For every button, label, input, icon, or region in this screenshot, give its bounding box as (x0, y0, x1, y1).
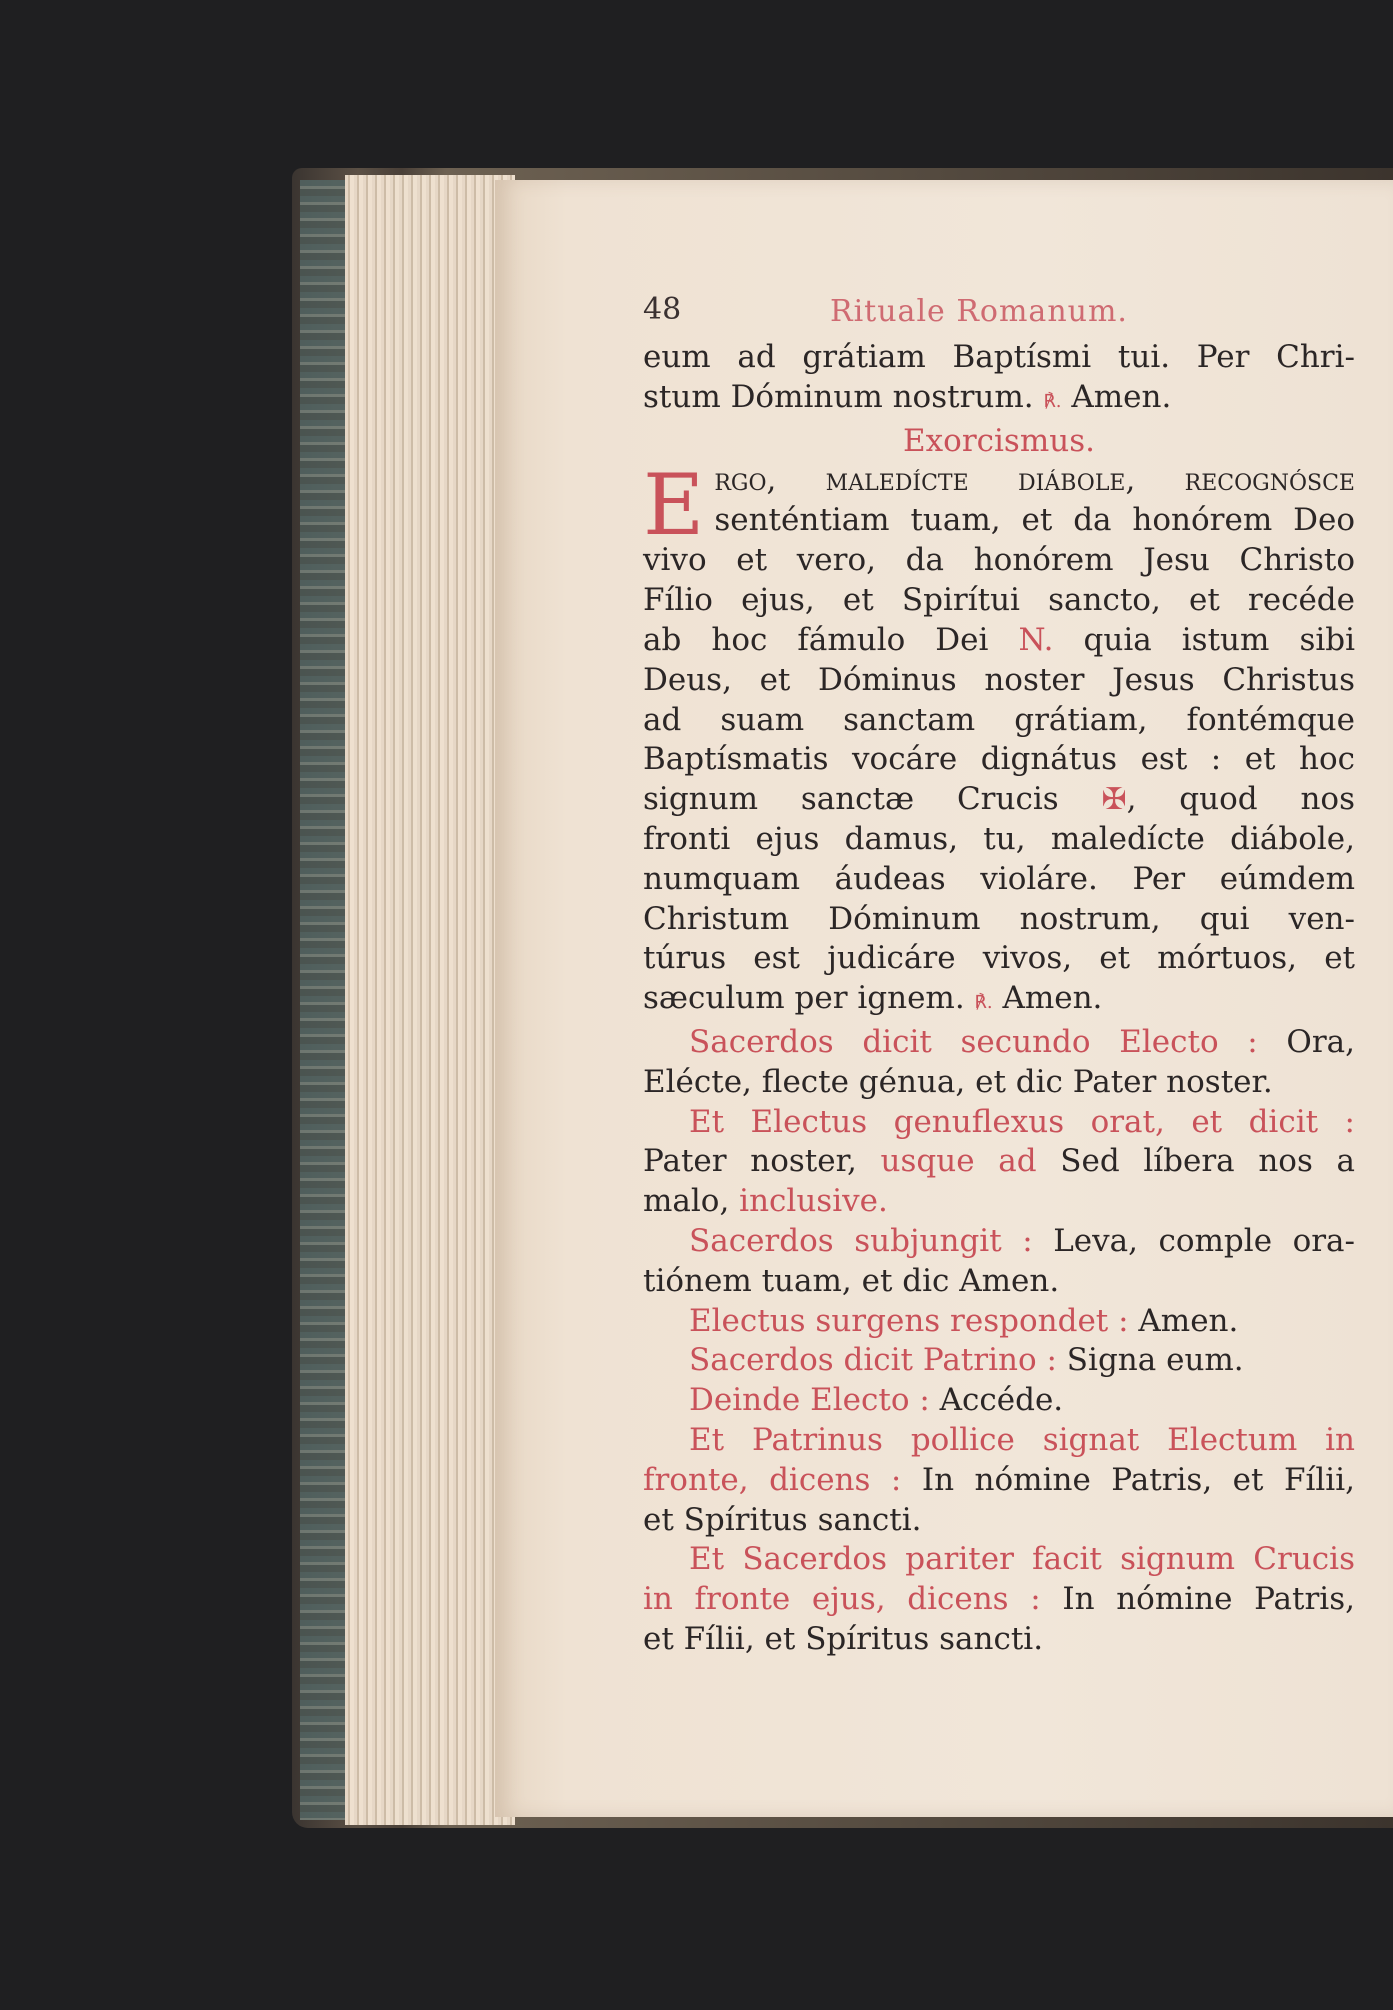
text-span: quia istum sibi (1083, 621, 1356, 658)
response-symbol: ℟. (974, 992, 993, 1014)
rubric-text: Sacerdos dicit Patrino : (689, 1342, 1057, 1379)
text-line (643, 1580, 1355, 1620)
rubric-text: inclusive. (739, 1183, 888, 1220)
rubric-text: Sacerdos subjungit : (689, 1222, 1033, 1259)
rubric-line (643, 1381, 1355, 1421)
text-line: eum ad grátiam Baptísmi tui. Per Chri- (643, 339, 1355, 375)
name-mark: N. (1018, 621, 1054, 658)
text-span: In nómine Patris, (1062, 1581, 1355, 1618)
rubric-line (643, 1222, 1355, 1262)
text-line: tiónem tuam, et dic Amen. (643, 1262, 1060, 1299)
text-line (643, 1461, 1355, 1501)
text-line: ad suam sanctam grátiam, fontémque (643, 701, 1355, 738)
rubric-line: Et Sacerdos pariter facit signum Crucis (689, 1541, 1355, 1578)
rubric-text: Sacerdos dicit secundo Electo : (689, 1023, 1258, 1060)
rubric-line (643, 1302, 1355, 1342)
text-span: signum sanctæ Crucis (643, 781, 1059, 818)
page-number: 48 (643, 292, 682, 327)
text-line (643, 1142, 1355, 1182)
text-span: Amen. (1071, 378, 1172, 415)
text-span: malo, (643, 1183, 730, 1220)
text-line: Deus, et Dóminus noster Jesus Christus (643, 661, 1355, 698)
text-line (643, 378, 1355, 422)
rubric-text: Electus surgens respondet : (689, 1302, 1129, 1339)
text-line: vivo et vero, da honórem Jesu Christo (643, 542, 1355, 579)
text-line: túrus est judicáre vivos, et mórtuos, et (643, 940, 1355, 977)
text-span: Accéde. (939, 1382, 1064, 1419)
text-line (643, 1182, 1355, 1222)
drop-cap: E (643, 456, 705, 555)
rubric-line: Et Electus genuflexus orat, et dicit : (689, 1103, 1355, 1140)
text-span: Signa eum. (1066, 1342, 1244, 1379)
rubric-line: Et Patrinus pollice signat Electum in (689, 1421, 1355, 1458)
text-line: Fílio ejus, et Spirítui sancto, et recéde (643, 582, 1355, 619)
running-title: Rituale Romanum. (830, 294, 1128, 329)
rubric-line (643, 1023, 1355, 1063)
text-span: Amen. (1002, 980, 1103, 1017)
text-line: et Fílii, et Spíritus sancti. (643, 1620, 1044, 1657)
text-span: Amen. (1138, 1302, 1239, 1339)
rubric-text: in fronte ejus, dicens : (643, 1581, 1041, 1618)
page-edges (345, 175, 515, 1825)
text-span: Pater noster, (643, 1143, 857, 1180)
cross-icon: ✠ (1101, 782, 1127, 818)
text-line (643, 621, 1355, 661)
text-span: ab hoc fámulo Dei (643, 621, 989, 658)
rubric-text: usque ad (880, 1143, 1037, 1180)
response-symbol: ℟. (1043, 390, 1062, 412)
text-line (643, 979, 1355, 1023)
text-line: fronti ejus damus, tu, maledícte diábole, (643, 820, 1355, 857)
text-line: senténtiam tuam, et da honórem Deo (714, 502, 1355, 539)
rubric-line (643, 1341, 1355, 1381)
text-span: In nómine Patris, et Fílii, (921, 1461, 1355, 1498)
section-heading: Exorcismus. (903, 422, 1095, 459)
text-line: Christum Dóminum nostrum, qui ven- (643, 900, 1355, 937)
rubric-text: fronte, dicens : (643, 1461, 902, 1498)
rubric-text: Deinde Electo : (689, 1382, 930, 1419)
text-span: Leva, comple ora- (1053, 1222, 1356, 1259)
text-line: rgo, maledícte diábole, recognósce (714, 462, 1355, 499)
text-span: , quod nos (1126, 781, 1355, 818)
text-span: stum Dóminum nostrum. (643, 378, 1034, 415)
page-header (643, 290, 1355, 338)
text-span: Ora, (1286, 1023, 1355, 1060)
text-line: et Spíritus sancti. (643, 1501, 922, 1538)
text-span: Sed líbera nos a (1060, 1143, 1355, 1180)
text-line: Elécte, flecte génua, et dic Pater noster. (643, 1063, 1273, 1100)
text-span: sæculum per ignem. (643, 980, 965, 1017)
exorcism-paragraph (643, 456, 1356, 1023)
text-line: numquam áudeas violáre. Per eúmdem (643, 860, 1355, 897)
text-line: Baptísmatis vocáre dignátus est : et hoc (643, 741, 1355, 778)
text-line (643, 780, 1355, 820)
page-text (643, 290, 1355, 1660)
